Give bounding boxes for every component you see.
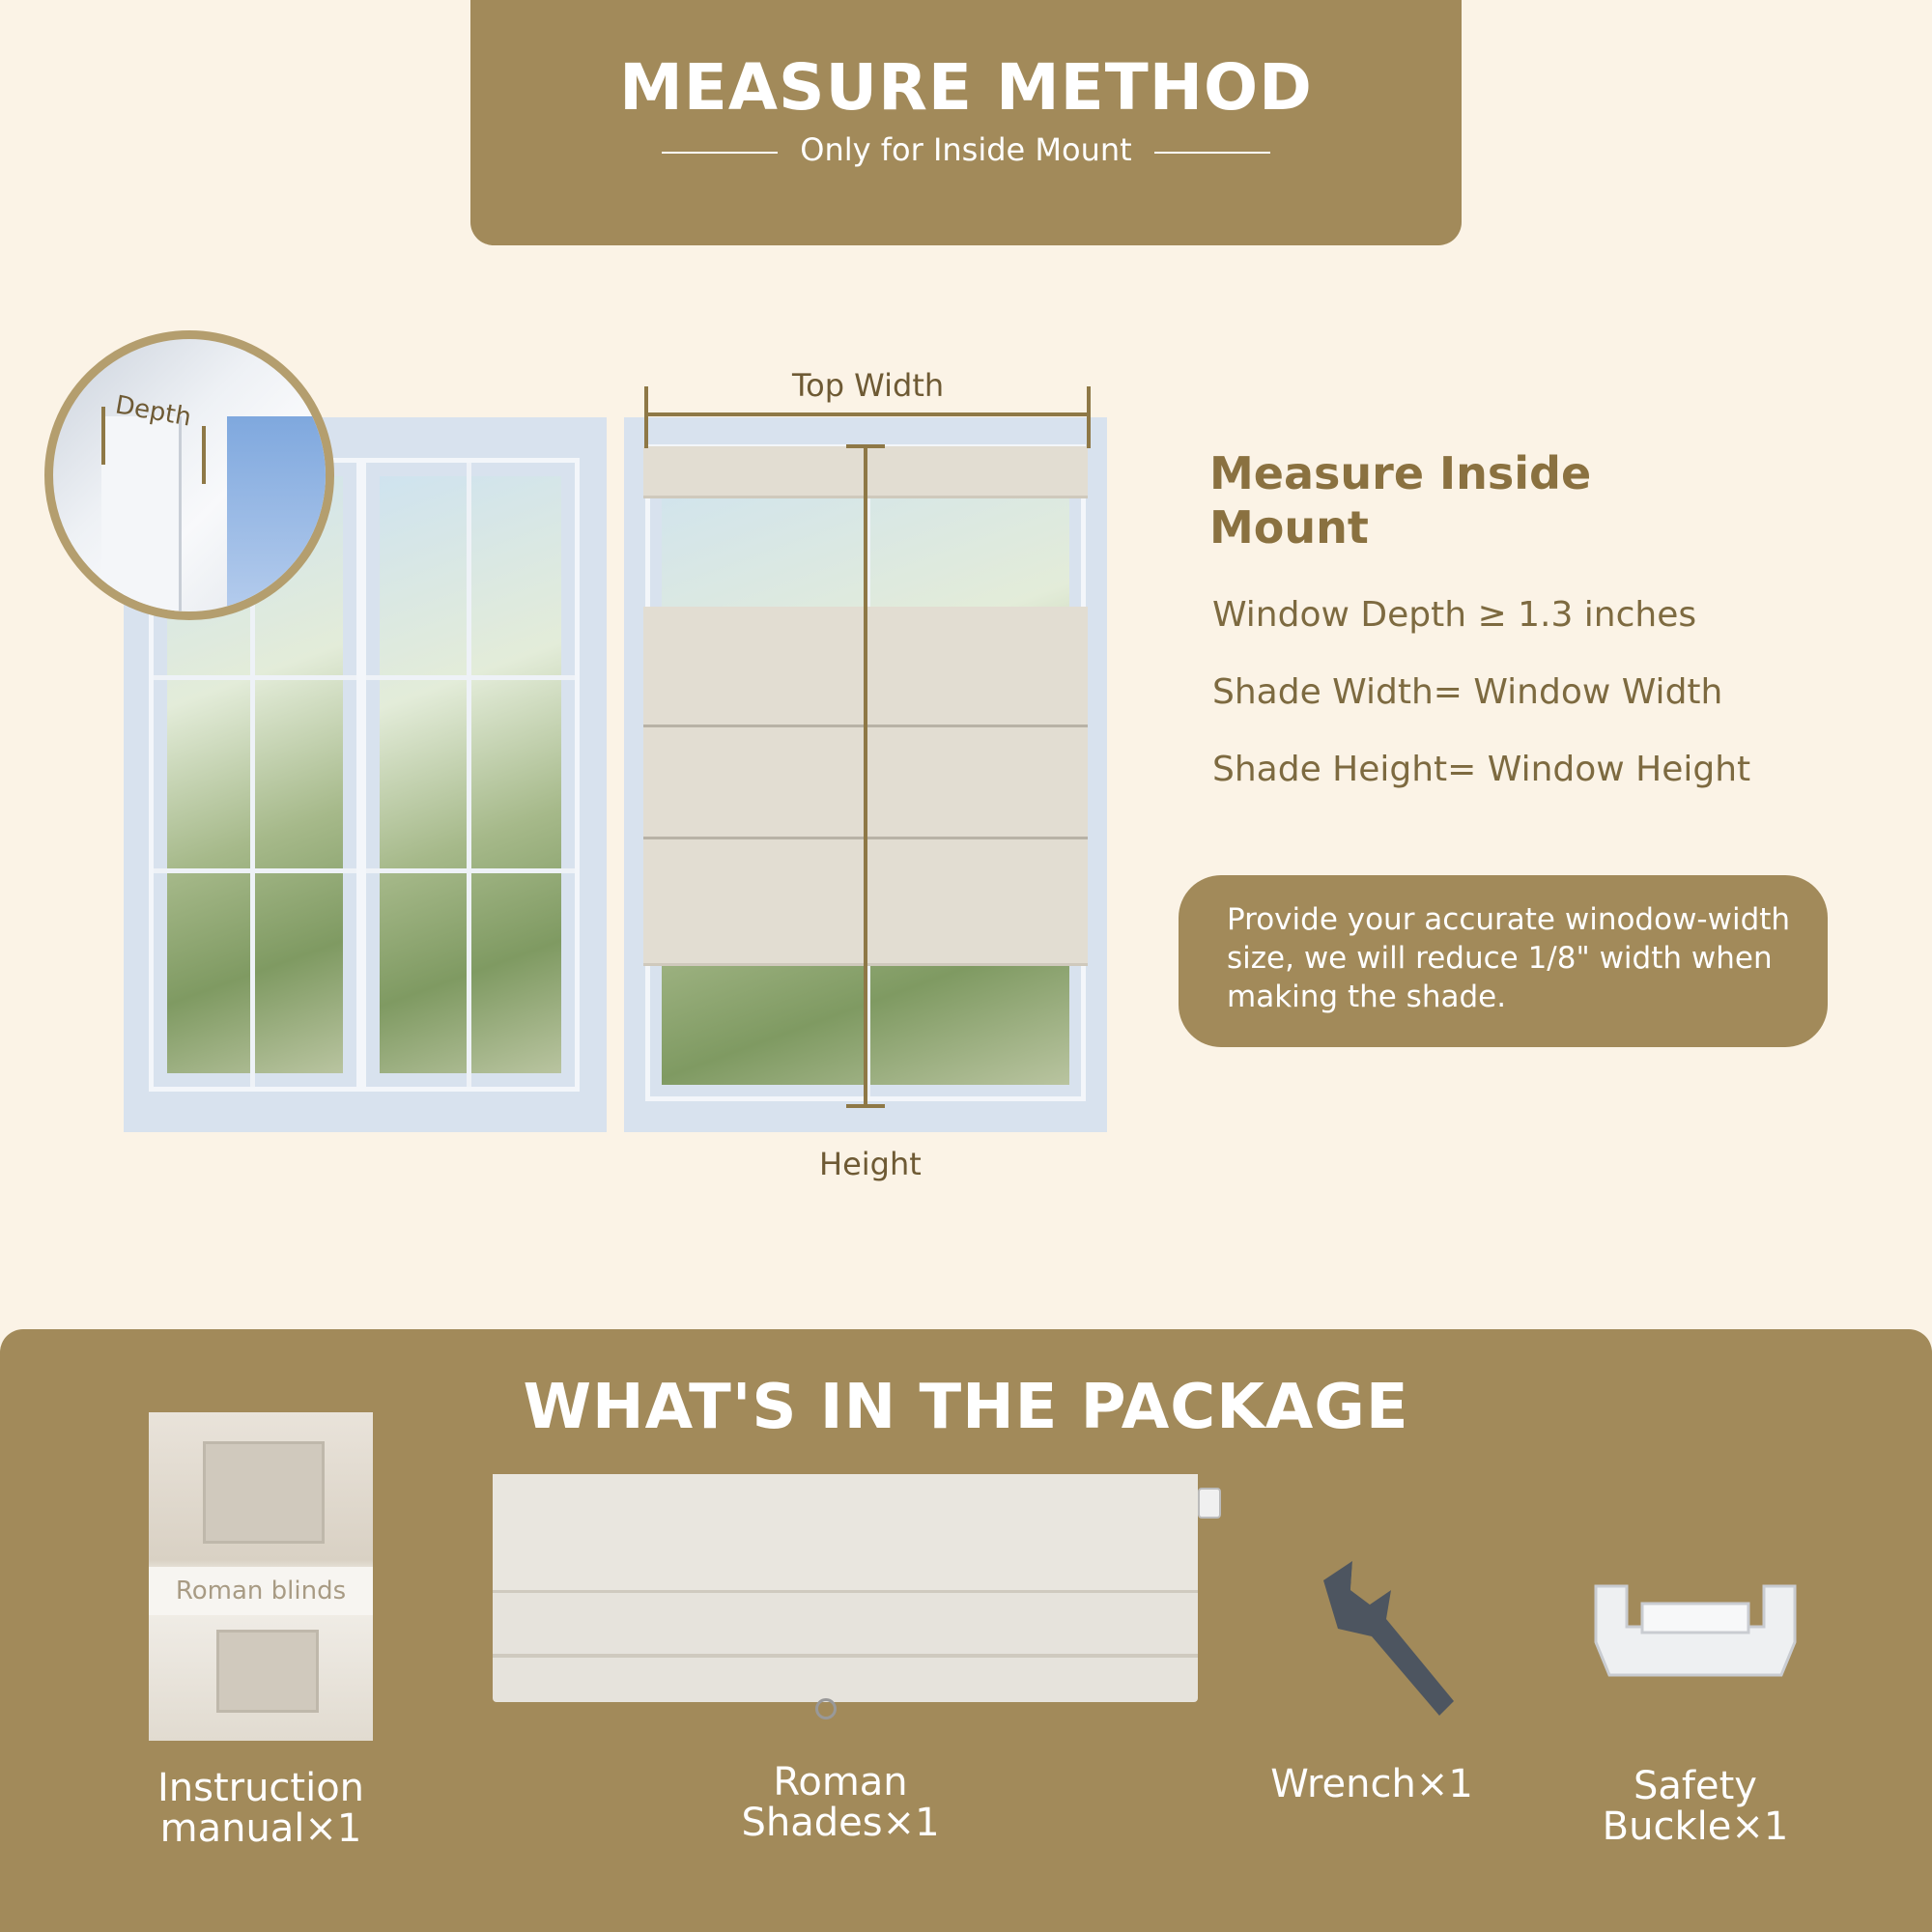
top-width-line	[644, 412, 1091, 416]
subtitle-right-rule	[1154, 152, 1270, 154]
depth-label: Depth	[112, 390, 194, 433]
top-width-tick-left	[644, 386, 648, 448]
depth-tick-left	[101, 407, 105, 465]
page-title: MEASURE METHOD	[619, 50, 1313, 125]
shade-bracket	[1198, 1488, 1221, 1519]
note-text: Provide your accurate winodow-width size, we will reduce 1/8" width when making the shade.	[1227, 902, 1791, 1014]
window-frame-depth	[101, 416, 182, 620]
depth-tick-right	[202, 426, 206, 484]
item-label-safety-buckle: Safety Buckle×1	[1602, 1764, 1789, 1849]
page-subtitle: Only for Inside Mount	[800, 131, 1132, 168]
item-label-roman-shades: Roman Shades×1	[741, 1760, 940, 1845]
shade-top-panel	[493, 1474, 1198, 1593]
manual-cover-window	[203, 1441, 325, 1544]
item-label-manual: Instruction manual×1	[156, 1766, 365, 1851]
window-mullion	[154, 868, 356, 873]
depth-inset	[44, 330, 334, 620]
height-line	[864, 446, 867, 1107]
safety-buckle-icon	[1592, 1582, 1799, 1689]
manual-cover-window	[216, 1630, 319, 1713]
manual-icon	[149, 1412, 373, 1741]
spec-shade-height: Shade Height= Window Height	[1212, 750, 1751, 789]
inset-sky	[227, 416, 334, 620]
window-mullion	[366, 675, 575, 680]
shade-fold	[493, 1654, 1198, 1658]
height-tick-bottom	[846, 1104, 885, 1108]
window-mullion	[467, 463, 471, 1087]
top-width-label: Top Width	[792, 367, 945, 404]
manual-cover-text: Roman blinds	[149, 1567, 373, 1615]
window-right-sash	[361, 458, 580, 1092]
height-tick-top	[846, 444, 885, 448]
measure-inside-title: Measure Inside Mount	[1209, 447, 1592, 554]
roman-shade-icon	[493, 1474, 1198, 1702]
window-mullion	[366, 868, 575, 873]
package-section	[0, 1329, 1932, 1932]
package-title: WHAT'S IN THE PACKAGE	[523, 1372, 1409, 1443]
top-width-tick-right	[1087, 386, 1091, 448]
height-label: Height	[819, 1146, 922, 1182]
item-label-wrench: Wrench×1	[1270, 1762, 1473, 1806]
shade-ring	[815, 1698, 837, 1719]
spec-shade-width: Shade Width= Window Width	[1212, 672, 1723, 712]
window-mullion	[154, 675, 356, 680]
note-box	[1179, 875, 1828, 1047]
header-banner	[470, 0, 1462, 245]
wrench-icon	[1294, 1551, 1468, 1725]
spec-window-depth: Window Depth ≥ 1.3 inches	[1212, 595, 1697, 635]
